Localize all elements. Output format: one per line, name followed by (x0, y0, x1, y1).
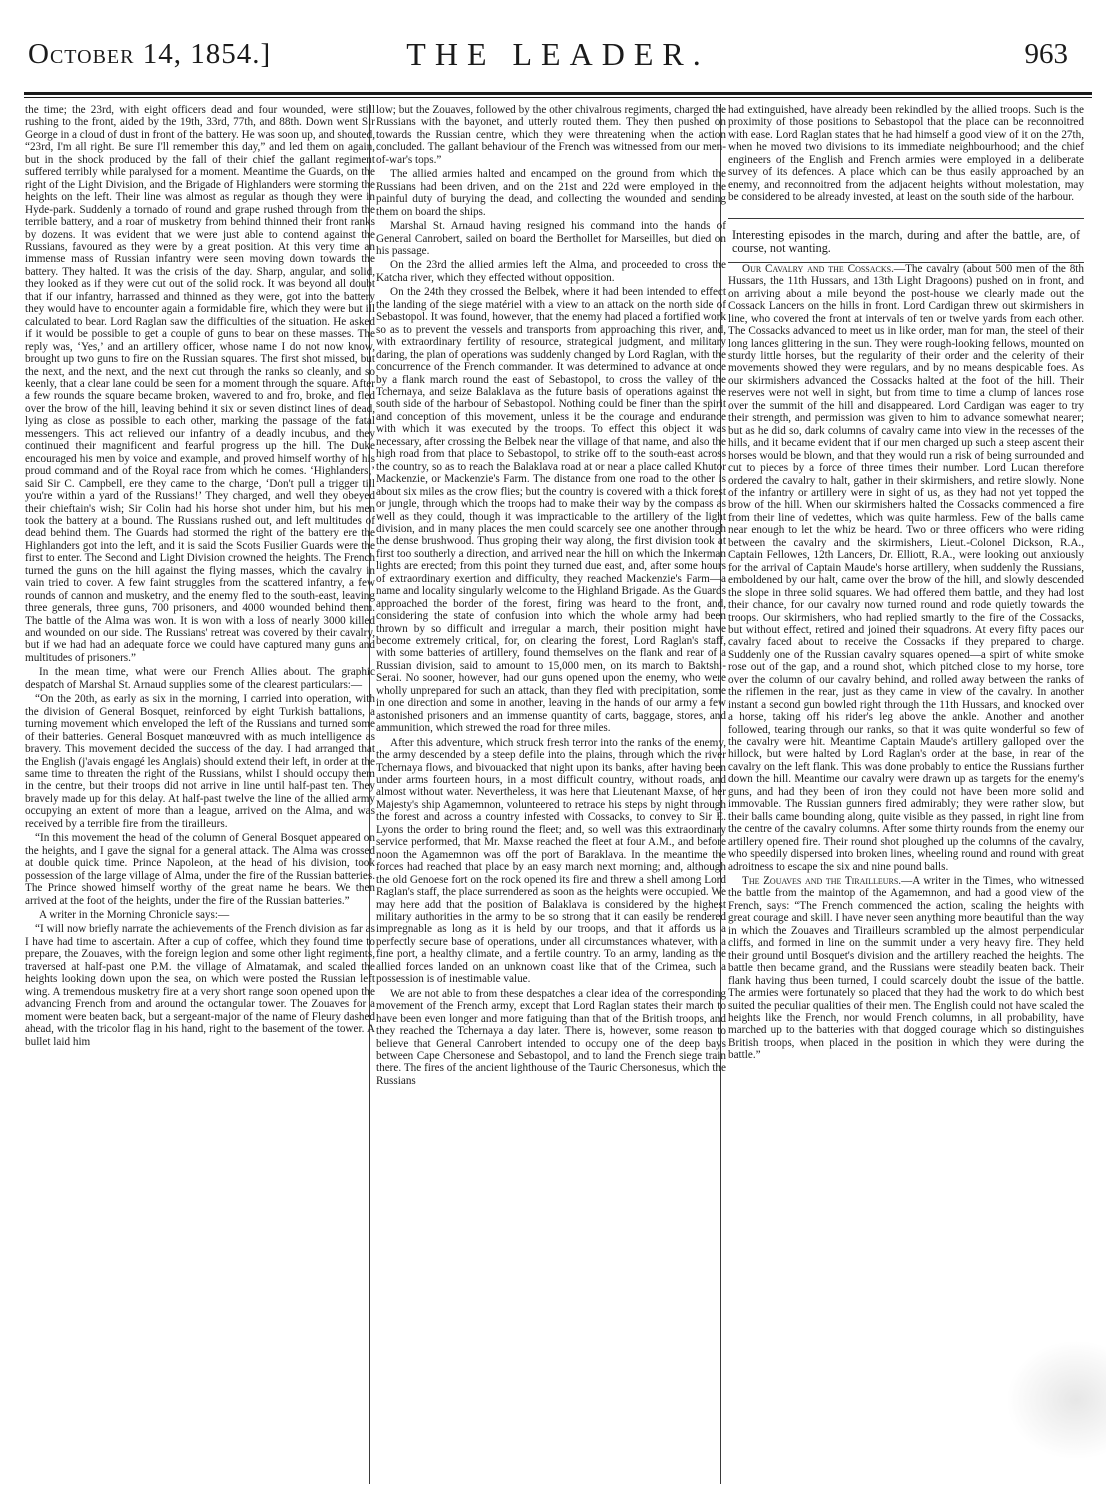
masthead (22, 36, 1094, 92)
masthead-rule-thick (24, 92, 1092, 95)
article-paragraph: The allied armies halted and encamped on the ground from which the Russians had been driven, and on the 21st and 22d were employed in the painful duty of burying the dead, and collecting the wounded and sending them on board the ships. (376, 168, 726, 218)
column-1 (25, 104, 375, 1474)
episode-body: —A writer in the Times, who witnessed the battle from the maintop of the Agamemnon, and had a good view of the French, says: “The French commenced the action, scaling the heights with great courage and skill. I have never seen anything more beautiful than the way in which the Zouaves and Tirailleurs scrambled up the almost perpendicular cliffs, and formed in line on the summit under a very heavy fire. They held their ground until Bosquet's division and the artillery reached the heights. The battle then became grand, and the Russians were steadily beaten back. Their flank having thus been turned, I could scarcely doubt the issue of the battle. The armies were fortunately so placed that they had the work to do which best suited the peculiar qualities of their men. The English could not have scaled the heights like the French, nor would French columns, in all probability, have marched up to the batteries with that dogged courage which so distinguishes British troops, when placed in the position in which they were during the battle.” (728, 875, 1084, 1062)
article-paragraph: the time; the 23rd, with eight officers dead and four wounded, were still rushing to the front, aided by the 19th, 33rd, 77th, and 88th. Down went Sir George in a cloud of dust in front of the battery. He was soon up, and shouted, “23rd, I'm all right. Be sure I'll remember this day,” and led them on again, but in the shock produced by the fall of their chief the gallant regiment suffered terribly while paralysed for a moment. Meantime the Guards, on the right of the Light Division, and the Brigade of Highlanders were storming the heights on the left. Their line was almost as regular as though they were in Hyde-park. Suddenly a tornado of round and grape rushed through from the terrible battery, and a roar of musketry from behind thinned their front ranks by dozens. It was evident that we were just able to contend against the Russians, favoured as they were by a great position. At this very time an immense mass of Russian infantry were seen moving down towards the battery. They halted. It was the crisis of the day. Sharp, angular, and solid, they looked as if they were cut out of the solid rock. It was beyond all doubt that if our infantry, harrassed and thinned as they were, got into the battery they would have to encounter again a formidable fire, which they were but ill calculated to bear. Lord Raglan saw the difficulties of the situation. He asked if it would be possible to get a couple of guns to bear on these masses. The reply was, ‘Yes,’ and an artillery officer, whose name I do not now know, brought up two guns to fire on the Russian squares. The first shot missed, but the next, and the next, and the next cut through the ranks so cleanly, and so keenly, that a clear lane could be seen for a moment through the square. After a few rounds the square became broken, wavered to and fro, broke, and fled over the brow of the hill, leaving behind it six or seven distinct lines of dead, lying as close as possible to each other, marking the passage of the fatal messengers. This act relieved our infantry of a deadly incubus, and they continued their magnificent and fearful progress up the hill. The Duke encouraged his men by voice and example, and proved himself worthy of his proud command and of the Royal race from which he comes. ‘Highlanders,’ said Sir C. Campbell, ere they came to the charge, ‘Don't pull a trigger till you're within a yard of the Russians!’ They charged, and well they obeyed their chieftain's wish; Sir Colin had his horse shot under him, but his men took the battery at a bound. The Russians rushed out, and left multitudes of dead behind them. The Guards had stormed the right of the battery ere the Highlanders got into the left, and it is said the Scots Fusilier Guards were the first to enter. The Second and Light Division crowned the heights. The French turned the guns on the hill against the flying masses, which the cavalry in vain tried to cover. A few faint struggles from the scattered infantry, a few rounds of cannon and musketry, and the enemy fled to the south-east, leaving three generals, three guns, 700 prisoners, and 4000 wounded behind them. The battle of the Alma was won. It is won with a loss of nearly 3000 killed and wounded on our side. The Russians' retreat was covered by their cavalry, but if we had had an adequate force we could have captured many guns and multitudes of prisoners.” (25, 104, 375, 664)
episode-heading: The Zouaves and the Tirailleurs. (742, 875, 902, 888)
article-paragraph: We are not able to from these despatches a clear idea of the corresponding movement of the French army, except that Lord Raglan states their march to have been even longer and more fatiguing than that of the British troops, and they reached the Tchernaya a day later. There is, however, some reason to believe that General Canrobert intended to occupy one of the deep bays between Cape Chersonese and Sebastopol, and to land the French siege train there. The fires of the ancient lighthouse of the Tauric Chersonesus, which the Russians (376, 987, 726, 1087)
article-paragraph: On the 23rd the allied armies left the Alma, and proceeded to cross the Katcha river, which they effected without opposition. (376, 259, 726, 284)
column-2 (376, 104, 726, 1474)
quoted-paragraph: “On the 20th, as early as six in the morning, I carried into operation, with the division of General Bosquet, reinforced by eight Turkish battalions, a turning movement which enveloped the left of the Russians and turned some of their batteries. General Bosquet manœuvred with as much intelligence as bravery. This movement decided the success of the day. I had arranged that the English (j'avais engagé les Anglais) should extend their left, in order at the same time to threaten the right of the Russians, whilst I should occupy them in the centre, but their troops did not arrive in line until half-past ten. They bravely made up for this delay. At half-past twelve the line of the allied army occupying an extent of more than a league, arrived on the Alma, and was received by a terrible fire from the tirailleurs. (25, 693, 375, 830)
article-paragraph: had extinguished, have already been rekindled by the allied troops. Such is the proximity of those positions to Sebastopol that the place can be reconnoitred with ease. Lord Raglan states that he had himself a good view of it on the 27th, when he moved two divisions to its immediate neighbourhood; and the chief engineers of the English and French armies were employed in a deliberate survey of its defences. A place which can be thus easily approached by an enemy, and reconnoitred from the adjacent heights without molestation, may be considered to be already invested, at least on the south side of the harbour. (728, 104, 1084, 204)
article-paragraph: After this adventure, which struck fresh terror into the ranks of the enemy, the army descended by a steep defile into the plains, through which the river Tchernaya flows, and bivouacked that night upon its banks, after having been under arms fourteen hours, in a most difficult country, without roads, and almost without water. Nevertheless, it was here that Lieutenant Maxse, of her Majesty's ship Agamemnon, volunteered to retrace his steps by night through the forest and across a country infested with Cossacks, to convey to Sir E. Lyons the order to bring round the fleet; and, so well was this extraordinary service performed, that Mr. Maxse reached the fleet at four A.M., and before noon the Agamemnon was off the port of Baraklava. In the meantime the forces had reached that place by an easy march next morning; and, although the old Genoese fort on the rock opened its fire and threw a shell among Lord Raglan's staff, the place surrendered as soon as the heights were occupied. We may here add that the position of Balaklava is considered by the highest military authorities in the army to be so strong that it can easily be rendered impregnable as long as it is held by our troops, and that it affords us a perfectly secure base of operations, under all circumstances whatever, with a fine port, a healthy climate, and a fertile country. To an army, landing as the allied forces landed on an unknown coast like that of the Crimea, such a possession is of inestimable value. (376, 736, 726, 986)
episode-heading: Our Cavalry and the Cossacks. (742, 262, 894, 275)
page-number: 963 (1024, 38, 1068, 70)
section-intro: Interesting episodes in the march, during and after the battle, are, of course, not wanting. (732, 227, 1080, 256)
article-paragraph: Marshal St. Arnaud having resigned his command into the hands of General Canrobert, sailed on board the Berthollet for Marseilles, but died on his passage. (376, 220, 726, 257)
newspaper-title: THE LEADER. (406, 36, 710, 72)
quoted-paragraph: “I will now briefly narrate the achievements of the French division as far as I have had time to ascertain. After a cup of coffee, which they found time to prepare, the Zouaves, with the foreign legion and some other light regiments, traversed at half-past one P.M. the village of Almatamak, and scaled the heights looking down upon the sea, on which were posted the Russian left wing. A tremendous musketry fire at a very short range soon opened upon the advancing French from and around the octangular tower. The Zouaves for a moment were beaten back, but a sergeant-major of the name of Fleury dashed ahead, with the tricolor flag in his hand, right to the basement of the tower. A bullet laid him (25, 923, 375, 1048)
masthead-rule-thin (24, 97, 1092, 98)
episode-paragraph (728, 263, 1084, 873)
article-paragraph: low; but the Zouaves, followed by the other chivalrous regiments, charged the Russians with the bayonet, and utterly routed them. They then pushed on towards the Russian centre, which they were threatening when the action concluded. The gallant behaviour of the French was witnessed from our men-of-war's tops.” (376, 104, 726, 166)
episode-paragraph (728, 875, 1084, 1062)
article-paragraph: On the 24th they crossed the Belbek, where it had been intended to effect the landing of the siege matériel with a view to an attack on the north side of Sebastopol. It was found, however, that the enemy had placed a fortified work so as to prevent the vessels and transports from approaching this river, and, with extraordinary fertility of resource, strategical judgment, and military daring, the plan of operations was suddenly changed by Lord Raglan, with the concurrence of the French commander. It was determined to advance at once by a flank march round the east of Sebastopol, to cross the valley of the Tchernaya, and seize Balaklava as the future basis of operations against the south side of the harbour of Sebastopol. Nothing could be finer than the spirit and conception of this movement, unless it be the courage and endurance with which it was executed by the troops. To effect this object it was necessary, after crossing the Belbek near the village of that name, and also the high road from that place to Sebastopol, to strike off to the south-east across the country, so as to reach the Balaklava road at or near a place called Khutor Mackenzie, or Mackenzie's Farm. The distance from one road to the other is about six miles as the crow flies; but the country is covered with a thick forest or jungle, through which the troops had to make their way by the compass as well as they could, though it was impracticable to the artillery of the light division, and in many places the men could scarcely see one another through the dense brushwood. Thus groping their way along, the first division took at first too southerly a direction, and arrived near the hill on which the Inkerman lights are erected; from this point they turned due east, and, after some hours of extraordinary exertion and difficulty, they reached Mackenzie's Farm—a name and locality singularly welcome to the Highland Brigade. As the Guards approached the border of the forest, firing was heard to the front, and, considering the state of confusion into which the whole army had been thrown by so difficult and irregular a march, their position might have become extremely critical, for, on clearing the forest, Lord Raglan's staff, with some batteries of artillery, found themselves on the flank and rear of a Russian division, said to amount to 15,000 men, on its march to Baktshi-Serai. No sooner, however, had our guns opened upon the enemy, who were wholly unprepared for such an attack, than they fled with precipitation, some in one direction and some in another, leaving in the hands of our army a few astonished prisoners and an immense quantity of carts, baggage, stores, and ammunition, which strewed the road for three miles. (376, 286, 726, 735)
article-paragraph: In the mean time, what were our French Allies about. The graphic despatch of Marshal St. Arnaud supplies some of the clearest particulars:— (25, 666, 375, 691)
column-3 (728, 104, 1084, 1474)
article-paragraph: A writer in the Morning Chronicle says:— (39, 909, 230, 921)
issue-date: October 14, 1854.] (28, 38, 272, 70)
section-divider (728, 218, 1084, 219)
episode-body: —The cavalry (about 500 men of the 8th Hussars, the 11th Hussars, and 13th Light Dragoons) pushed on in front, and on arriving about a mile beyond the post-house we clearly made out the Cossack Lancers on the hills in front. Lord Cardigan threw out skirmishers in line, who covered the front at intervals of ten or twelve yards from each other. The Cossacks advanced to meet us in like order, man for man, the steel of their long lances glittering in the sun. They were rough-looking fellows, mounted on sturdy little horses, but the regularity of their order and the celerity of their movements showed they were regulars, and by no means despicable foes. As our skirmishers advanced the Cossacks halted at the foot of the hill. Their reserves were not well in sight, but from time to time a clump of lances rose over the summit of the hill and disappeared. Lord Cardigan was eager to try their strength, and permission was given to him to advance somewhat nearer; but as he did so, dark columns of cavalry came into view in the recesses of the hills, and it became evident that if our men charged up such a steep ascent their horses would be blown, and that they would run a risk of being surrounded and cut to pieces by a force of three times their number. Lord Lucan therefore ordered the cavalry to halt, gather in their skirmishers, and retire slowly. None of the infantry or artillery were in sight of us, as they had not yet topped the brow of the hill. When our skirmishers halted the Cossacks commenced a fire from their line of vedettes, which was quite harmless. Few of the balls came near enough to let the whiz be heard. Two or three officers who were riding between the cavalry and the skirmishers, Lieut.-Colonel Dickson, R.A., Captain Fellowes, 12th Lancers, Dr. Elliott, R.A., were looking out anxiously for the arrival of Captain Maude's horse artillery, when suddenly the Russians, emboldened by our halt, came over the brow of the hill, and slowly descended the slope in three solid squares. We had offered them battle, and they had lost their chance, for our cavalry now turned round and rode quietly towards the troops. Our skirmishers, who had replied smartly to the fire of the Cossacks, but without effect, retired and joined their squadrons. At every fifty paces our cavalry faced about to receive the Cossacks if they prepared to charge. Suddenly one of the Russian cavalry squares opened—a spirt of white smoke rose out of the gap, and a round shot, which pitched close to my horse, tore over the column of our cavalry behind, and rolled away between the ranks of the riflemen in the rear, just as they came in view of the cavalry. In another instant a second gun bowled right through the 11th Hussars, and knocked over a horse, taking off his rider's leg above the ankle. Another and another followed, tearing through our ranks, so that it was quite wonderful so few of the cavalry were hit. Meantime Captain Maude's artillery galloped over the hillock, but were halted by Lord Raglan's order at the base, in rear of the cavalry on the left flank. This was done probably to entice the Russians further down the hill. Meantime our cavalry were drawn up as targets for the enemy's guns, and had they been of iron they could not have been more solid and immovable. The Russian gunners fired admirably; they were rather slow, but their balls came bounding along, quite visible as they passed, in right line from the centre of the cavalry columns. After some thirty rounds from the enemy our artillery opened fire. Their round shot ploughed up the columns of the cavalry, who speedily dispersed into broken lines, wheeling round and round with great adroitness to escape the six and nine pound balls. (728, 262, 1084, 873)
quoted-paragraph: “In this movement the head of the column of General Bosquet appeared on the heights, and I gave the signal for a general attack. The Alma was crossed at double quick time. Prince Napoleon, at the head of his division, took possession of the large village of Alma, under the fire of the Russian batteries. The Prince showed himself worthy of the great name he bears. We then arrived at the foot of the heights, under the fire of the Russian batteries.” (25, 832, 375, 907)
